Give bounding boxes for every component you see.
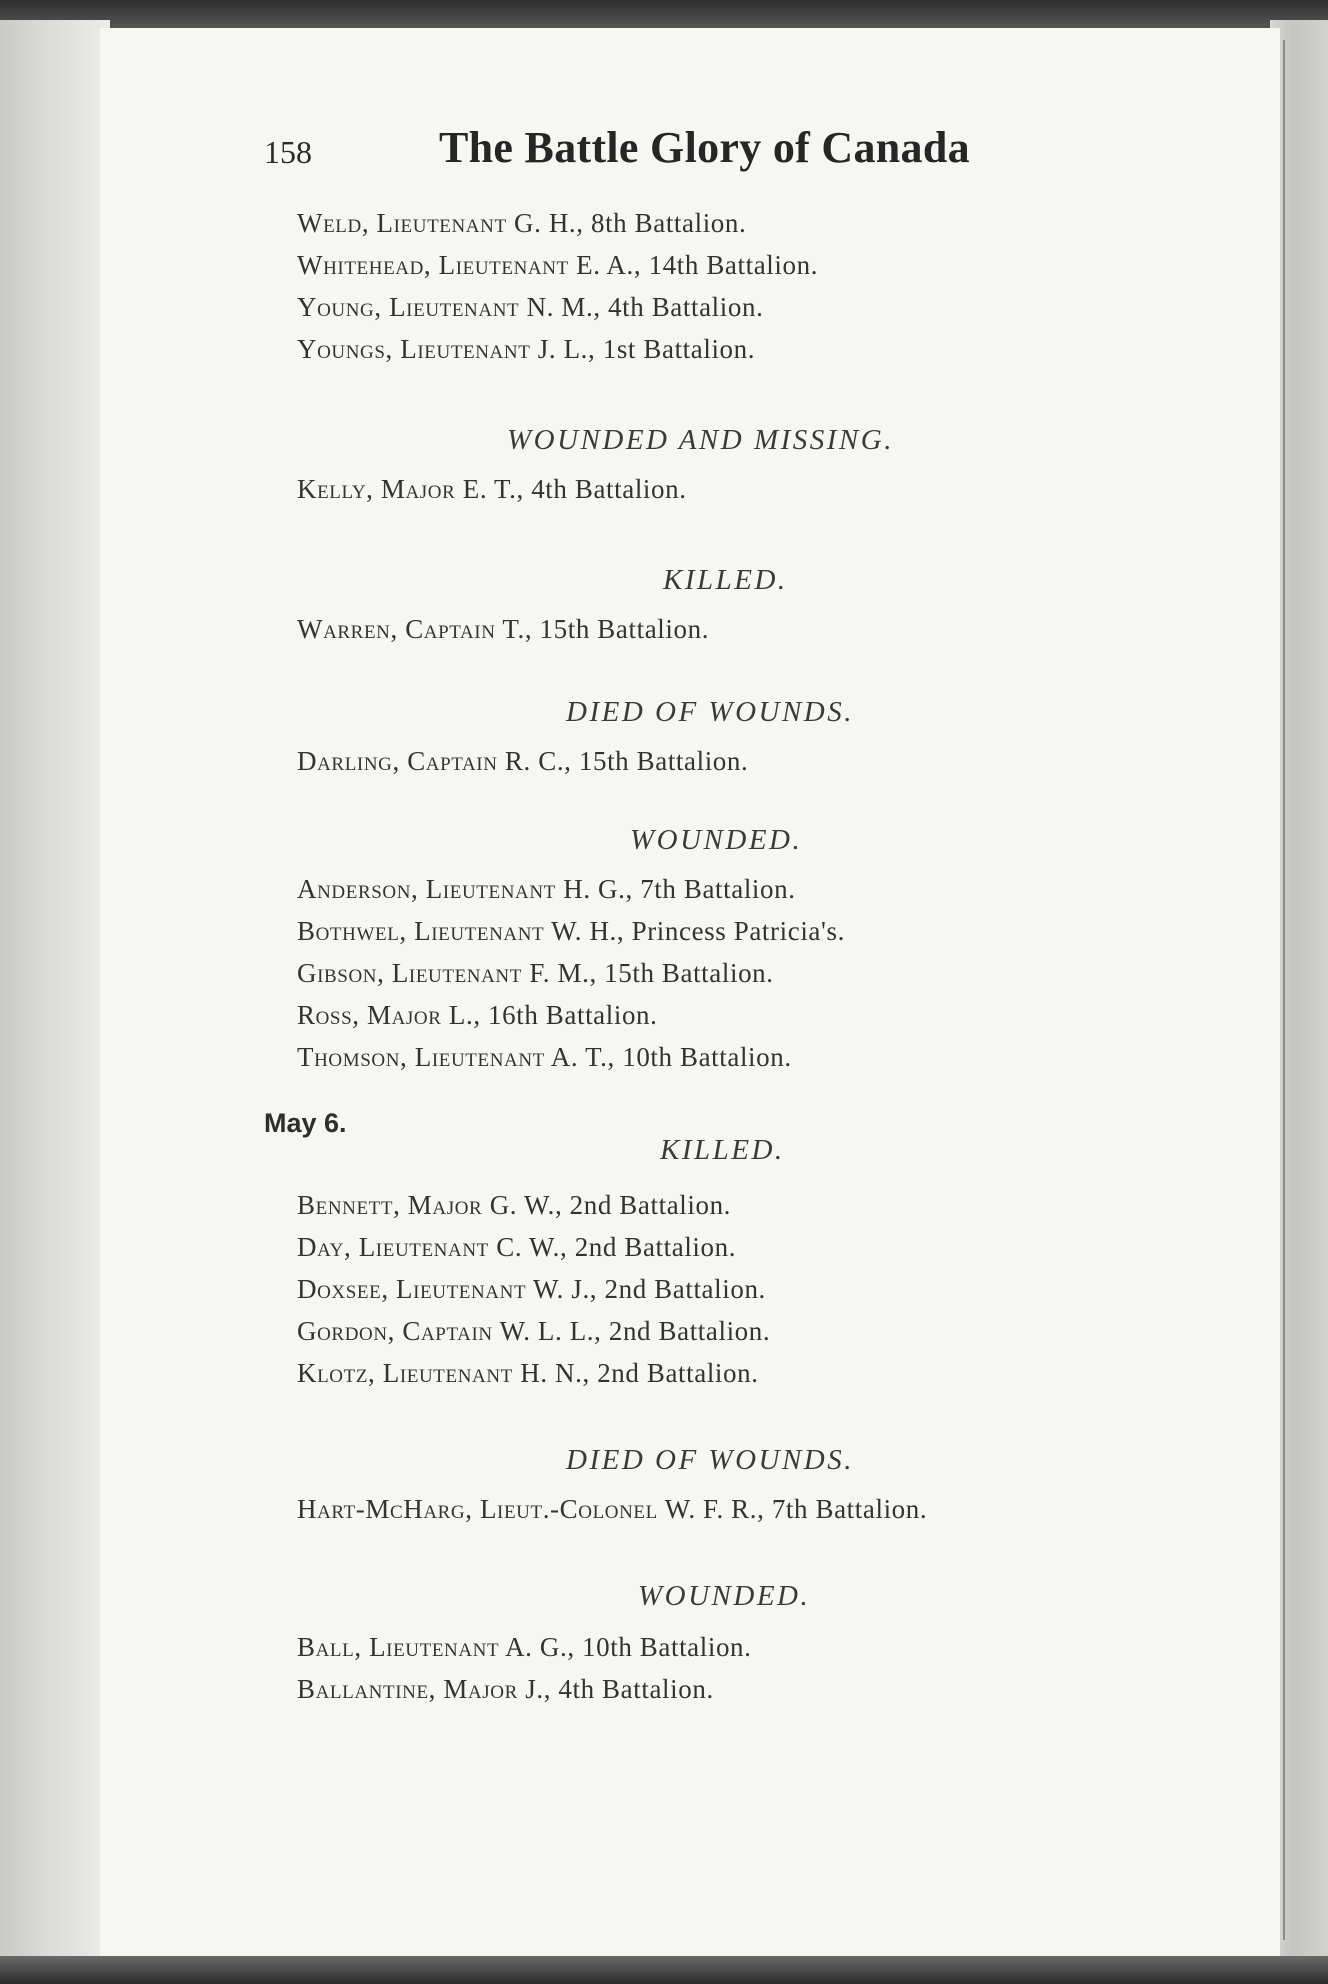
list-item <box>297 916 845 947</box>
entry-rank: Lieutenant <box>438 250 569 280</box>
list-item <box>297 1190 731 1221</box>
entry-name: Thomson, <box>297 1042 408 1072</box>
list-item <box>297 292 763 323</box>
entry-rank: Captain <box>407 746 498 776</box>
page-number: 158 <box>264 134 312 170</box>
entry-detail: W. F. R., 7th Battalion. <box>664 1494 928 1524</box>
list-item <box>297 1274 766 1305</box>
section-heading: DIED OF WOUNDS. <box>566 696 854 728</box>
scan-bottom-edge <box>0 1956 1328 1984</box>
entry-rank: Lieutenant <box>400 334 531 364</box>
list-item <box>297 1494 927 1525</box>
entry-rank: Captain <box>405 614 496 644</box>
entry-rank: Lieutenant <box>389 292 520 322</box>
entry-detail: G. W., 2nd Battalion. <box>489 1190 732 1220</box>
entry-name: Ross, <box>297 1000 360 1030</box>
list-item <box>297 208 746 239</box>
entry-rank: Lieutenant <box>414 1042 545 1072</box>
entry-rank: Lieut.-Colonel <box>479 1494 658 1524</box>
section-heading: WOUNDED. <box>630 824 803 856</box>
entry-detail: F. M., 15th Battalion. <box>529 958 774 988</box>
entry-rank: Lieutenant <box>382 1358 513 1388</box>
list-item <box>297 1232 736 1263</box>
entry-rank: Lieutenant <box>425 874 556 904</box>
book-gutter <box>0 20 110 1965</box>
entry-rank: Lieutenant <box>369 1632 500 1662</box>
entry-name: Ball, <box>297 1632 362 1662</box>
entry-rank: Major <box>443 1674 518 1704</box>
section-heading: WOUNDED AND MISSING. <box>507 424 894 456</box>
entry-detail: J. L., 1st Battalion. <box>537 334 756 364</box>
entry-detail: C. W., 2nd Battalion. <box>496 1232 737 1262</box>
entry-rank: Lieutenant <box>396 1274 527 1304</box>
entry-name: Day, <box>297 1232 352 1262</box>
section-heading: KILLED. <box>663 564 788 596</box>
running-header <box>264 122 1044 182</box>
entry-name: Bothwel, <box>297 916 407 946</box>
entry-detail: L., 16th Battalion. <box>448 1000 658 1030</box>
entry-name: Klotz, <box>297 1358 376 1388</box>
entry-name: Hart-McHarg, <box>297 1494 473 1524</box>
entry-name: Doxsee, <box>297 1274 389 1304</box>
list-item <box>297 958 774 989</box>
section-heading: DIED OF WOUNDS. <box>566 1444 854 1476</box>
entry-detail: W. J., 2nd Battalion. <box>533 1274 766 1304</box>
entry-name: Youngs, <box>297 334 393 364</box>
entry-name: Kelly, <box>297 474 374 504</box>
entry-name: Whitehead, <box>297 250 432 280</box>
list-item <box>297 1674 714 1705</box>
entry-detail: G. H., 8th Battalion. <box>514 208 747 238</box>
entry-detail: H. G., 7th Battalion. <box>563 874 796 904</box>
entry-name: Young, <box>297 292 382 322</box>
entry-name: Ballantine, <box>297 1674 436 1704</box>
entry-detail: H. N., 2nd Battalion. <box>520 1358 759 1388</box>
entry-detail: A. T., 10th Battalion. <box>550 1042 792 1072</box>
entry-rank: Lieutenant <box>358 1232 489 1262</box>
list-item <box>297 1358 759 1389</box>
list-item <box>297 874 796 905</box>
entry-rank: Major <box>407 1190 483 1220</box>
entry-name: Warren, <box>297 614 398 644</box>
list-item <box>297 1316 770 1347</box>
entry-name: Weld, <box>297 208 370 238</box>
page-title: The Battle Glory of Canada <box>439 123 970 172</box>
entry-rank: Major <box>366 1000 442 1030</box>
entry-rank: Major <box>380 474 456 504</box>
page-edge-line <box>1283 40 1285 1940</box>
list-item <box>297 1632 752 1663</box>
entry-detail: T., 15th Battalion. <box>502 614 710 644</box>
list-item <box>297 1000 658 1031</box>
entry-name: Bennett, <box>297 1190 401 1220</box>
entry-detail: E. A., 14th Battalion. <box>576 250 819 280</box>
entry-detail: A. G., 10th Battalion. <box>505 1632 752 1662</box>
entry-detail: R. C., 15th Battalion. <box>504 746 749 776</box>
date-label: May 6. <box>264 1108 347 1138</box>
section-heading: WOUNDED. <box>638 1580 811 1612</box>
entry-rank: Lieutenant <box>391 958 522 988</box>
entry-detail: J., 4th Battalion. <box>525 1674 714 1704</box>
entry-name: Gordon, <box>297 1316 396 1346</box>
entry-name: Gibson, <box>297 958 385 988</box>
list-item <box>297 250 818 281</box>
entry-detail: N. M., 4th Battalion. <box>526 292 764 322</box>
list-item <box>297 746 748 777</box>
entry-name: Anderson, <box>297 874 419 904</box>
list-item <box>297 474 687 505</box>
entry-detail: W. L. L., 2nd Battalion. <box>499 1316 771 1346</box>
list-item <box>297 614 709 645</box>
entry-detail: W. H., Princess Patricia's. <box>551 916 845 946</box>
list-item <box>297 1042 792 1073</box>
entry-name: Darling, <box>297 746 400 776</box>
entry-rank: Lieutenant <box>376 208 507 238</box>
entry-rank: Lieutenant <box>414 916 545 946</box>
section-heading: KILLED. <box>660 1134 785 1166</box>
entry-detail: E. T., 4th Battalion. <box>462 474 687 504</box>
entry-rank: Captain <box>402 1316 493 1346</box>
list-item <box>297 334 755 365</box>
